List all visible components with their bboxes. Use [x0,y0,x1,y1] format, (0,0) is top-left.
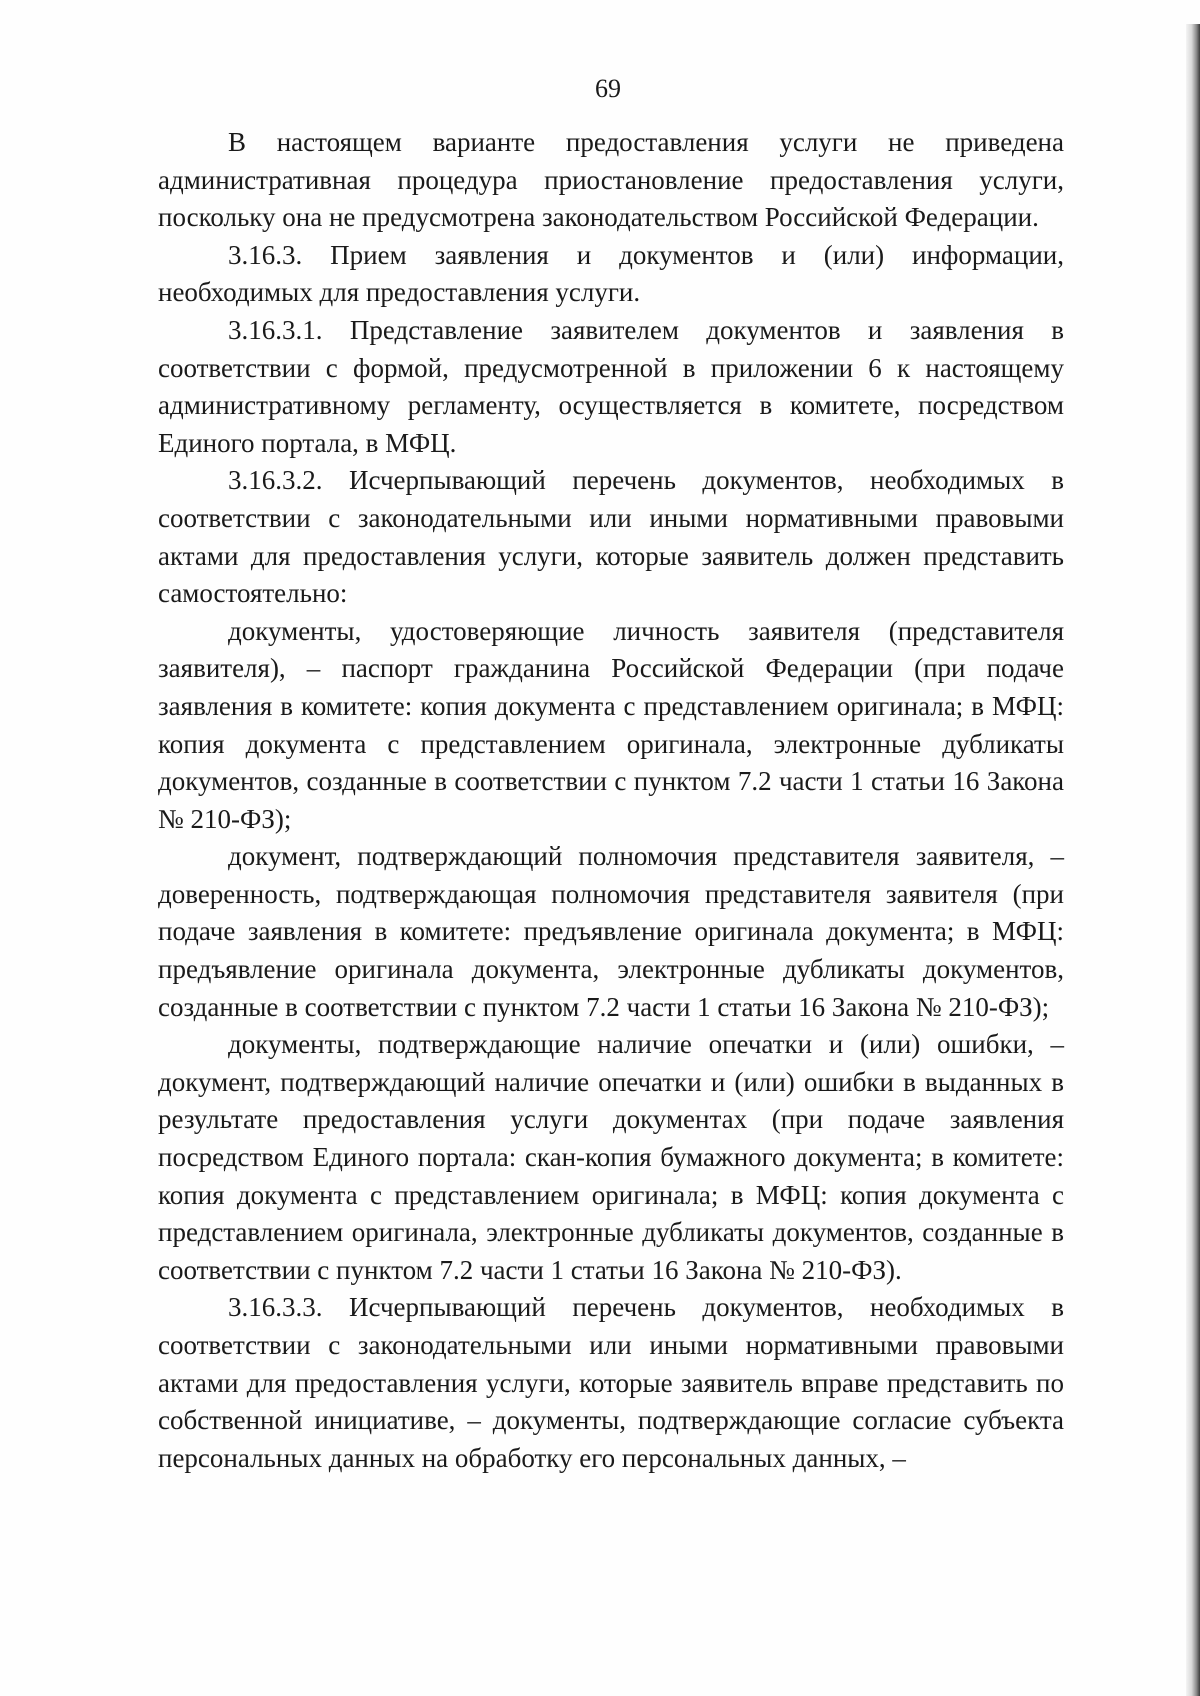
paragraph-suspension-note: В настоящем варианте предоставления услуги не приведена административная процедура приостановление предоставления услуги, поскольку она не предусмотрена законодательством Российской Федерации. [158,127,1064,233]
scan-edge-shadow [1186,24,1200,1696]
paragraph-3-16-3: 3.16.3. Прием заявления и документов и (или) информации, необходимых для предоставления услуги. [158,239,1064,308]
paragraph-error-documents: документы, подтверждающие наличие опечатки и (или) ошибки, – документ, подтверждающий наличие опечатки и (или) ошибки в выданных в результате предоставления услуги документах (при подаче заявления посредством Единого портала: скан-копия бумажного документа; в комитете: копия документа с представлением оригинала; в МФЦ: копия документа с представлением оригинала, электронные дубликаты документов, созданные в соответствии с пунктом 7.2 части 1 статьи 16 Закона № 210-ФЗ). [158,1029,1064,1285]
paragraph-3-16-3-3: 3.16.3.3. Исчерпывающий перечень документов, необходимых в соответствии с законодательными или иными нормативными правовыми актами для предоставления услуги, которые заявитель вправе представить по собственной инициативе, – документы, подтверждающие согласие субъекта персональных данных на обработку его персональных данных, – [158,1292,1064,1473]
paragraph-3-16-3-1: 3.16.3.1. Представление заявителем документов и заявления в соответствии с формой, предусмотренной в приложении 6 к настоящему административному регламенту, осуществляется в комитете, посредством Единого портала, в МФЦ. [158,314,1064,458]
paragraph-3-16-3-2: 3.16.3.2. Исчерпывающий перечень документов, необходимых в соответствии с законодательными или иными нормативными правовыми актами для предоставления услуги, которые заявитель должен представить самостоятельно: [158,465,1064,609]
paragraph-identity-documents: документы, удостоверяющие личность заявителя (представителя заявителя), – паспорт гражданина Российской Федерации (при подаче заявления в комитете: копия документа с представлением оригинала; в МФЦ: копия документа с представлением оригинала, электронные дубликаты документов, созданные в соответствии с пунктом 7.2 части 1 статьи 16 Закона № 210-ФЗ); [158,615,1064,834]
paragraph-authority-document: документ, подтверждающий полномочия представителя заявителя, – доверенность, подтверждающая полномочия представителя заявителя (при подаче заявления в комитете: предъявление оригинала документа; в МФЦ: предъявление оригинала документа, электронные дубликаты документов, созданные в соответствии с пунктом 7.2 части 1 статьи 16 Закона № 210-ФЗ); [158,841,1064,1022]
document-body [158,124,1064,1477]
page-number: 69 [595,74,621,103]
